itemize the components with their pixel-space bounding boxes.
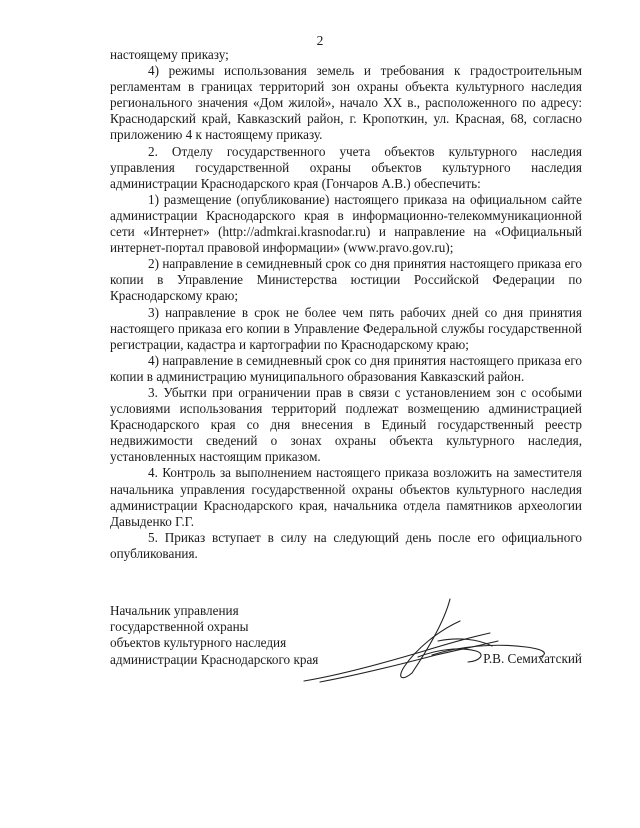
handwritten-signature — [300, 591, 570, 687]
paragraph-continuation: настоящему приказу; — [110, 47, 229, 62]
paragraph-subitem-1-publication: 1) размещение (опубликование) настоящего приказа на официальном сайте администрации Краснодарского края в информационно-телекоммуникационной сети «Интернет» (http://admkrai.krasnodar.ru) и направление на «Официальный интернет-портал правовой информации» (www.pravo.gov.ru); — [110, 191, 582, 256]
signer-position-line: Начальник управления — [110, 603, 239, 618]
paragraph-item-4-regimes: 4) режимы использования земель и требования к градостроительным регламентам в границах территорий зон охраны объекта культурного наследия регионального значения «Дом жилой», начало XX в., расположенного по адресу: Краснодарский край, Кавказский район, г. Кропоткин, ул. Красная, 68, согласно приложению 4 к настоящему приказу. — [110, 63, 582, 143]
signer-position-line: администрации Краснодарского края — [110, 651, 319, 667]
paragraph-clause-4-control: 4. Контроль за выполнением настоящего приказа возложить на заместителя начальника управления государственной охраны объектов культурного наследия администрации Краснодарского края, начальника отдела памятников археологии Давыденко Г.Г. — [110, 465, 582, 529]
paragraph-clause-3-losses: 3. Убытки при ограничении прав в связи с установлением зон с особыми условиями использования территорий подлежат возмещению администрацией Краснодарского края со дня внесения в Единый государственный реестр недвижимости сведений о зонах охраны объекта культурного наследия, установленных настоящим приказом. — [110, 384, 582, 465]
paragraph-subitem-4-municipal: 4) направление в семидневный срок со дня принятия настоящего приказа его копии в администрацию муниципального образования Кавказский район. — [110, 352, 582, 384]
paragraph-subitem-3-registration: 3) направление в срок не более чем пять рабочих дней со дня принятия настоящего приказа его копии в Управление Федеральной службы государственной регистрации, кадастра и картографии по Краснодарскому краю; — [110, 304, 582, 352]
page-number: 2 — [316, 33, 324, 48]
signer-position-line: объектов культурного наследия — [110, 635, 287, 651]
paragraph-subitem-2-justice: 2) направление в семидневный срок со дня принятия настоящего приказа его копии в Управление Министерства юстиции Российской Федерации по Краснодарскому краю; — [110, 256, 582, 304]
paragraph-clause-2: 2. Отделу государственного учета объектов культурного наследия управления государственной охраны объектов культурного наследия администрации Краснодарского края (Гончаров А.В.) обеспечить: — [110, 143, 582, 191]
signer-name: Р.В. Семихатский — [483, 651, 582, 666]
document-body — [110, 47, 582, 562]
paragraph-clause-5-effect: 5. Приказ вступает в силу на следующий день после его официального опубликования. — [110, 529, 582, 561]
signature-block — [110, 603, 582, 683]
signer-position-line: государственной охраны — [110, 619, 249, 635]
